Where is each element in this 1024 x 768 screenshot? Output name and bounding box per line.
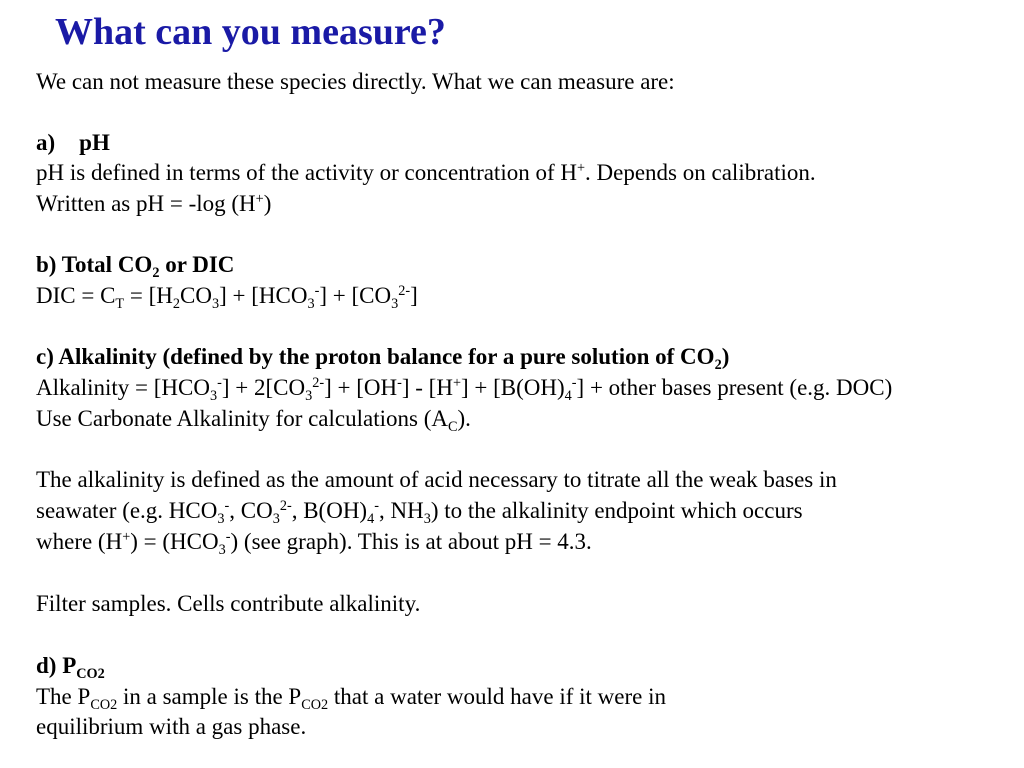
text-run: b) Total CO bbox=[36, 252, 153, 277]
text-run: ) to the alkalinity endpoint which occurs bbox=[430, 498, 803, 523]
superscript: - bbox=[217, 375, 222, 392]
subscript: CO2 bbox=[90, 696, 118, 713]
superscript: - bbox=[571, 375, 577, 392]
superscript: + bbox=[452, 375, 461, 392]
subscript: 2 bbox=[152, 264, 160, 281]
intro-text: We can not measure these species directly. What we can measure are: bbox=[36, 69, 675, 94]
superscript: - bbox=[397, 375, 402, 392]
text-run: ] + other bases present (e.g. DOC) bbox=[576, 375, 893, 400]
text-run: Alkalinity = [HCO bbox=[36, 375, 210, 400]
alk-definition-line-3 bbox=[36, 528, 592, 556]
text-run: ) = (HCO bbox=[130, 529, 219, 554]
dic-heading bbox=[36, 251, 234, 279]
alk-usage-note bbox=[36, 405, 471, 433]
subscript: 3 bbox=[391, 295, 399, 312]
text-run: ) (see graph). This is at about pH = 4.3. bbox=[230, 529, 592, 554]
superscript: + bbox=[576, 160, 586, 177]
text-run: d) P bbox=[36, 653, 77, 678]
text-run: seawater (e.g. HCO bbox=[36, 498, 218, 523]
text-run: , NH bbox=[378, 498, 424, 523]
text-run: The P bbox=[36, 684, 91, 709]
filter-note: Filter samples. Cells contribute alkalinity. bbox=[36, 591, 421, 616]
superscript: + bbox=[255, 191, 264, 208]
text-run: , CO bbox=[229, 498, 273, 523]
text-run: ] bbox=[410, 283, 418, 308]
text-run: ] + [CO bbox=[319, 283, 392, 308]
text-run: ) bbox=[263, 191, 272, 216]
subscript: 3 bbox=[217, 510, 225, 527]
subscript: 4 bbox=[564, 387, 572, 404]
subscript: T bbox=[115, 295, 125, 312]
text-run: DIC = C bbox=[36, 283, 116, 308]
subscript: 3 bbox=[307, 295, 315, 312]
alk-heading bbox=[36, 343, 729, 371]
text-run: . Depends on calibration. bbox=[585, 160, 816, 185]
text-run: or DIC bbox=[159, 252, 235, 277]
text-run: CO bbox=[180, 283, 212, 308]
ph-definition bbox=[36, 159, 816, 187]
subscript: 2 bbox=[172, 295, 181, 312]
superscript: 2- bbox=[312, 375, 325, 392]
text-run: ). bbox=[457, 406, 471, 431]
text-run: c) Alkalinity (defined by the proton balance for a pure solution of CO bbox=[36, 344, 715, 369]
text-run: ] + [B(OH) bbox=[461, 375, 565, 400]
text-run: , B(OH) bbox=[291, 498, 368, 523]
subscript: 3 bbox=[209, 387, 218, 404]
superscript: 2- bbox=[398, 283, 411, 300]
ph-formula bbox=[36, 190, 271, 218]
subscript: 3 bbox=[423, 510, 431, 527]
subscript: CO2 bbox=[301, 696, 329, 713]
ph-heading bbox=[36, 129, 110, 157]
ph-label: a) bbox=[36, 130, 56, 155]
subscript: 3 bbox=[305, 387, 313, 404]
superscript: + bbox=[122, 529, 131, 546]
text-run: that a water would have if it were in bbox=[328, 684, 666, 709]
superscript: - bbox=[224, 498, 230, 515]
text-run: = [H bbox=[124, 283, 173, 308]
alk-equation bbox=[36, 374, 892, 402]
superscript: - bbox=[314, 283, 320, 300]
text-run: ) bbox=[721, 344, 730, 369]
subscript: CO2 bbox=[76, 665, 105, 682]
subscript: 4 bbox=[367, 510, 375, 527]
pco2-definition-line-2: equilibrium with a gas phase. bbox=[36, 714, 307, 739]
text-run: ] + 2[CO bbox=[221, 375, 306, 400]
subscript: 3 bbox=[272, 510, 280, 527]
superscript: - bbox=[374, 498, 379, 515]
page-title: What can you measure? bbox=[55, 11, 446, 53]
alk-definition-line-1: The alkalinity is defined as the amount of acid necessary to titrate all the weak bases in bbox=[36, 467, 837, 492]
ph-heading-text: pH bbox=[79, 130, 110, 155]
pco2-definition-line-1 bbox=[36, 683, 666, 711]
subscript: 3 bbox=[218, 541, 226, 558]
text-run: ] + [OH bbox=[324, 375, 398, 400]
text-run: pH is defined in terms of the activity or concentration of H bbox=[36, 160, 577, 185]
text-run: ] + [HCO bbox=[219, 283, 308, 308]
pco2-heading bbox=[36, 652, 105, 680]
subscript: C bbox=[447, 418, 458, 435]
text-run: Use Carbonate Alkalinity for calculations (A bbox=[36, 406, 448, 431]
text-run: in a sample is the P bbox=[117, 684, 302, 709]
subscript: 3 bbox=[211, 295, 220, 312]
text-run: ] - [H bbox=[401, 375, 453, 400]
dic-equation bbox=[36, 282, 418, 310]
alk-definition-line-2 bbox=[36, 497, 803, 525]
superscript: - bbox=[225, 529, 231, 546]
subscript: 2 bbox=[714, 356, 722, 373]
text-run: where (H bbox=[36, 529, 123, 554]
superscript: 2- bbox=[279, 498, 292, 515]
text-run: Written as pH = -log (H bbox=[36, 191, 256, 216]
